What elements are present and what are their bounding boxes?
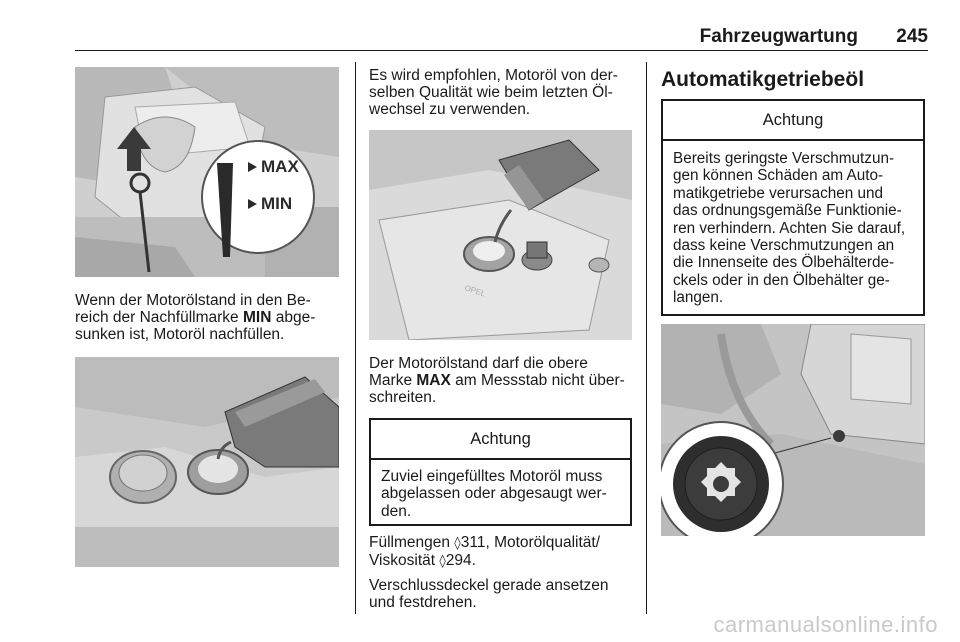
warning-body: Bereits geringste Verschmutzun- gen können Schäden am Auto- matikgetriebe verursachen und das ordnungsgemäße Funktionie- ren verhindern. Achten Sie darauf, dass keine Verschmutzungen an die Innenseite des Ölbehälterde- ckels oder in den Ölbehälter ge- langen. (673, 150, 906, 307)
max-label: MAX (261, 157, 299, 176)
oil-cap-illustration (369, 130, 632, 340)
col1-caption (75, 292, 345, 343)
column-divider-1 (355, 62, 356, 614)
col2-level-text (369, 355, 639, 406)
watermark-text: carmanualsonline.info (713, 612, 938, 637)
oil-fill-illustration (75, 357, 339, 567)
col2-level-line1: Der Motorölstand darf die obere (369, 355, 588, 372)
col2-intro-line3: wechsel zu verwenden. (369, 101, 531, 118)
col1-caption-line3: sunken ist, Motoröl nachfüllen. (75, 326, 285, 343)
warning-title: Achtung (663, 101, 923, 141)
svg-text:OPEL: OPEL (463, 283, 487, 299)
ref-icon: ◊ (439, 554, 446, 569)
warning-box-overfill (369, 418, 632, 526)
col2-level-line3: schreiten. (369, 389, 437, 406)
page-header (75, 26, 928, 48)
warning-title: Achtung (371, 420, 630, 460)
header-rule (75, 50, 928, 51)
cap-instruction-line2: und festdrehen. (369, 594, 477, 611)
warning-body: Zuviel eingefülltes Motoröl muss abgelassen oder abgesaugt wer- den. (381, 468, 607, 520)
fill-quantities-line1: Füllmengen ◊311, Motorölqualität/ (369, 534, 601, 551)
section-heading: Automatikgetriebeöl (661, 68, 865, 91)
col1-caption-line2: reich der Nachfüllmarke MIN abge- (75, 309, 316, 326)
ref-link-294[interactable]: 294 (445, 552, 472, 569)
section-title: Fahrzeugwartung (699, 26, 858, 47)
ref-link-311[interactable]: 311 (460, 534, 486, 551)
col2-intro (369, 67, 639, 118)
col2-intro-line2: selben Qualität wie beim letzten Öl- (369, 84, 613, 101)
min-label: MIN (261, 194, 293, 213)
col2-intro-line1: Es wird empfohlen, Motoröl von der- (369, 67, 618, 84)
fill-quantities-line2: Viskosität ◊294. (369, 552, 476, 569)
page-number: 245 (896, 26, 928, 47)
col3-heading-wrap (661, 68, 931, 92)
ref-icon: ◊ (454, 536, 461, 551)
cap-instruction-line1: Verschlussdeckel gerade ansetzen (369, 577, 609, 594)
col2-level-line2: Marke MAX am Messstab nicht über- (369, 372, 625, 389)
warning-box-contamination (661, 99, 925, 316)
dipstick-illustration (75, 67, 339, 277)
column-divider-2 (646, 62, 647, 614)
col1-caption-line1: Wenn der Motorölstand in den Be- (75, 292, 311, 309)
transmission-cap-illustration (661, 324, 925, 536)
col2-fill-text (369, 534, 639, 611)
